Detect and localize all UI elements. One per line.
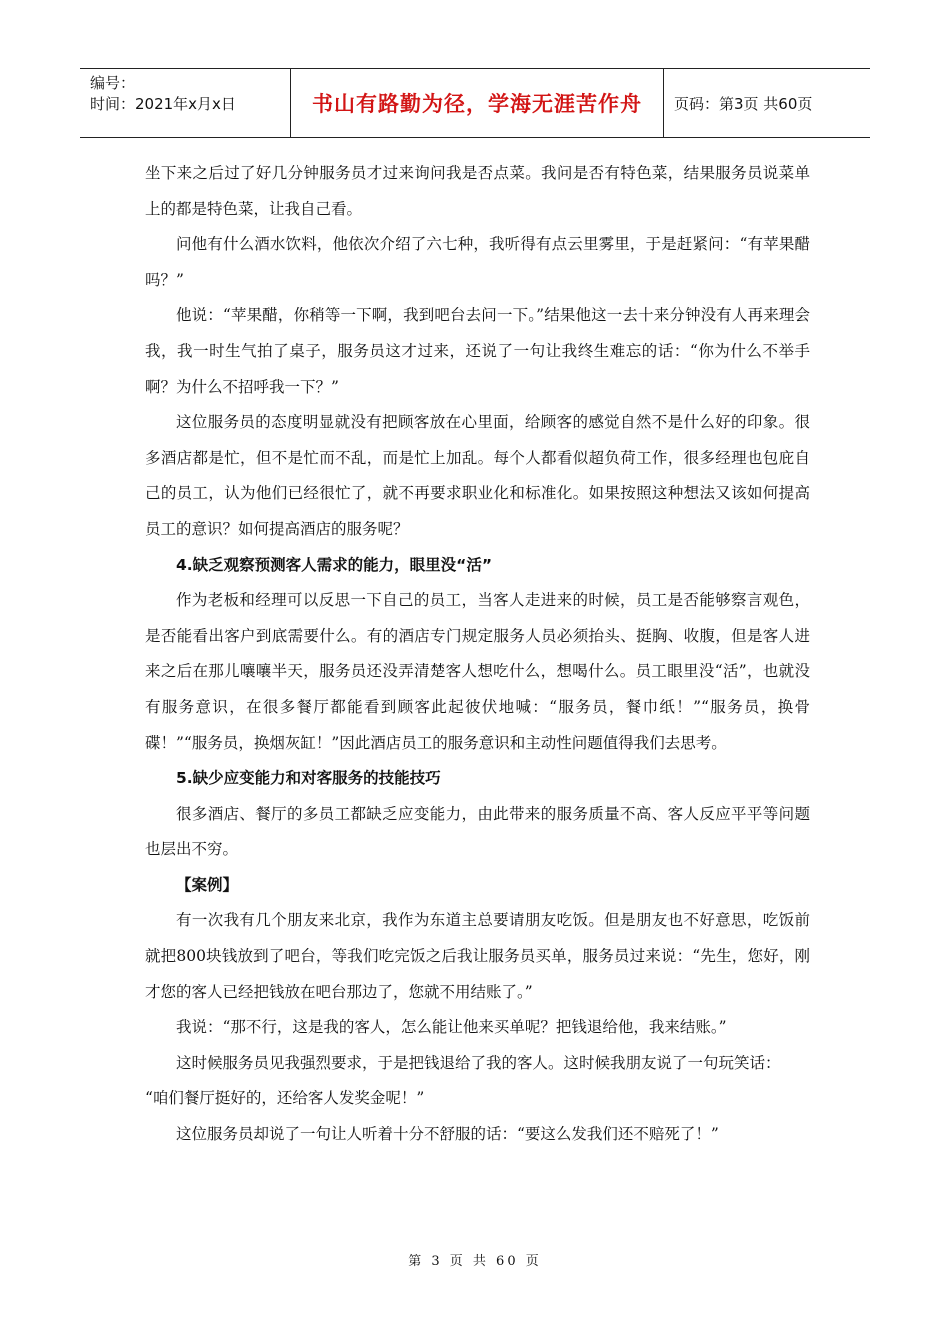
document-time: 时间：2021年x月x日 <box>90 95 236 113</box>
page-header <box>80 68 870 138</box>
paragraph: “咱们餐厅挺好的，还给客人发奖金呢！” <box>145 1089 425 1108</box>
paragraph: 这位服务员却说了一句让人听着十分不舒服的话：“要这么发我们还不赔死了！” <box>176 1125 719 1144</box>
header-page-info: 页码：第3页 共60页 <box>674 94 813 113</box>
case-heading: 【案例】 <box>176 875 239 894</box>
paragraph: 有一次我有几个朋友来北京，我作为东道主总要请朋友吃饭。但是朋友也不好意思，吃饭前就把800块钱放到了吧台，等我们吃完饭之后我让服务员买单，服务员过来说：“先生，您好，刚才您的客人已经把钱放在吧台那边了，您就不用结账了。” <box>145 911 810 1001</box>
header-meta <box>80 69 291 137</box>
document-body <box>145 156 810 1153</box>
section-heading: 5.缺少应变能力和对客服务的技能技巧 <box>176 769 441 788</box>
paragraph: 很多酒店、餐厅的多员工都缺乏应变能力，由此带来的服务质量不高、客人反应平平等问题也层出不穷。 <box>145 804 810 859</box>
page-footer: 第 3 页 共 60 页 <box>408 1254 542 1269</box>
paragraph: 问他有什么酒水饮料，他依次介绍了六七种，我听得有点云里雾里，于是赶紧问：“有苹果醋吗？” <box>145 235 810 289</box>
paragraph: 我说：“那不行，这是我的客人，怎么能让他来买单呢？把钱退给他，我来结账。” <box>176 1018 727 1037</box>
paragraph: 作为老板和经理可以反思一下自己的员工，当客人走进来的时候，员工是否能够察言观色，是否能看出客户到底需要什么。有的酒店专门规定服务人员必须抬头、挺胸、收腹，但是客人进来之后在那儿嚷嚷半天，服务员还没弄清楚客人想吃什么，想喝什么。员工眼里没“活”，也就没有服务意识，在很多餐厅都能看到顾客此起彼伏地喊：“服务员，餐巾纸！”“服务员，换骨碟！”“服务员，换烟灰缸！”因此酒店员工的服务意识和主动性问题值得我们去思考。 <box>145 591 810 752</box>
document-number: 编号： <box>90 74 136 92</box>
paragraph: 坐下来之后过了好几分钟服务员才过来询问我是否点菜。我问是否有特色菜，结果服务员说菜单上的都是特色菜，让我自己看。 <box>145 164 810 218</box>
header-motto: 书山有路勤为径，学海无涯苦作舟 <box>291 69 664 137</box>
paragraph: 他说：“苹果醋，你稍等一下啊，我到吧台去问一下。”结果他这一去十来分钟没有人再来理会我，我一时生气拍了桌子，服务员这才过来，还说了一句让我终生难忘的话：“你为什么不举手啊？为什么不招呼我一下？” <box>145 306 810 396</box>
section-heading: 4.缺乏观察预测客人需求的能力，眼里没“活” <box>176 555 493 574</box>
paragraph: 这时候服务员见我强烈要求，于是把钱退给了我的客人。这时候我朋友说了一句玩笑话： <box>176 1053 781 1072</box>
paragraph: 这位服务员的态度明显就没有把顾客放在心里面，给顾客的感觉自然不是什么好的印象。很多酒店都是忙，但不是忙而不乱，而是忙上加乱。每个人都看似超负荷工作，很多经理也包庇自己的员工，认为他们已经很忙了，就不再要求职业化和标准化。如果按照这种想法又该如何提高员工的意识？如何提高酒店的服务呢？ <box>145 413 810 538</box>
